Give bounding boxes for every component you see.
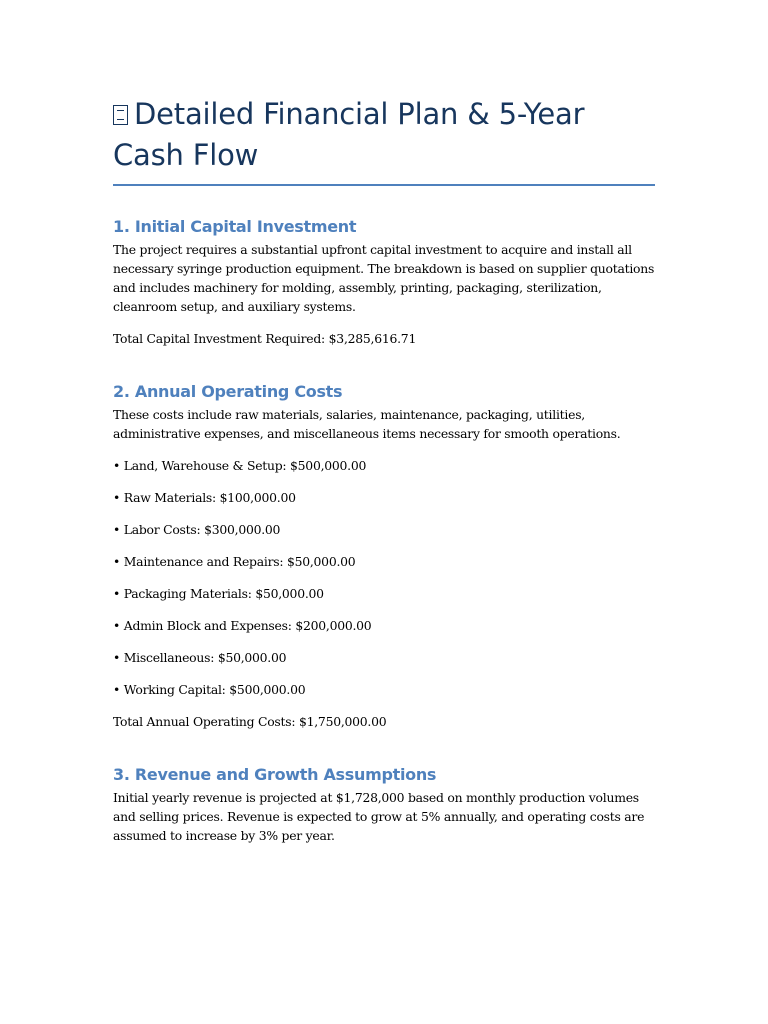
list-item: • Raw Materials: $100,000.00 — [113, 490, 296, 505]
list-item: • Packaging Materials: $50,000.00 — [113, 586, 324, 601]
operating-costs-list — [113, 456, 655, 699]
list-item: • Labor Costs: $300,000.00 — [113, 522, 281, 537]
section-heading-capital-investment: 1. Initial Capital Investment — [113, 217, 357, 236]
list-item: • Land, Warehouse & Setup: $500,000.00 — [113, 458, 367, 473]
operating-costs-total: Total Annual Operating Costs: $1,750,000.00 — [113, 714, 387, 729]
operating-costs-paragraph: These costs include raw materials, salaries, maintenance, packaging, utilities, administrative expenses, and miscellaneous items necessary for smooth operations. — [113, 407, 621, 441]
document-icon — [113, 105, 128, 125]
list-item: • Admin Block and Expenses: $200,000.00 — [113, 618, 372, 633]
title-text: Detailed Financial Plan & 5-Year Cash Flow — [113, 97, 585, 172]
list-item: • Maintenance and Repairs: $50,000.00 — [113, 554, 356, 569]
document-page — [113, 94, 655, 845]
section-heading-operating-costs: 2. Annual Operating Costs — [113, 382, 343, 401]
revenue-growth-paragraph: Initial yearly revenue is projected at $1,728,000 based on monthly production volumes and selling prices. Revenue is expected to grow at 5% annually, and operating costs are assumed to increase by 3% per year. — [113, 790, 645, 843]
capital-investment-total: Total Capital Investment Required: $3,285,616.71 — [113, 331, 417, 346]
capital-investment-paragraph: The project requires a substantial upfront capital investment to acquire and install all necessary syringe production equipment. The breakdown is based on supplier quotations and includes machinery for molding, assembly, printing, packaging, sterilization, cleanroom setup, and auxiliary systems. — [113, 242, 655, 314]
list-item: • Miscellaneous: $50,000.00 — [113, 650, 287, 665]
section-heading-revenue-growth: 3. Revenue and Growth Assumptions — [113, 765, 437, 784]
page-title — [113, 94, 655, 186]
list-item: • Working Capital: $500,000.00 — [113, 682, 306, 697]
